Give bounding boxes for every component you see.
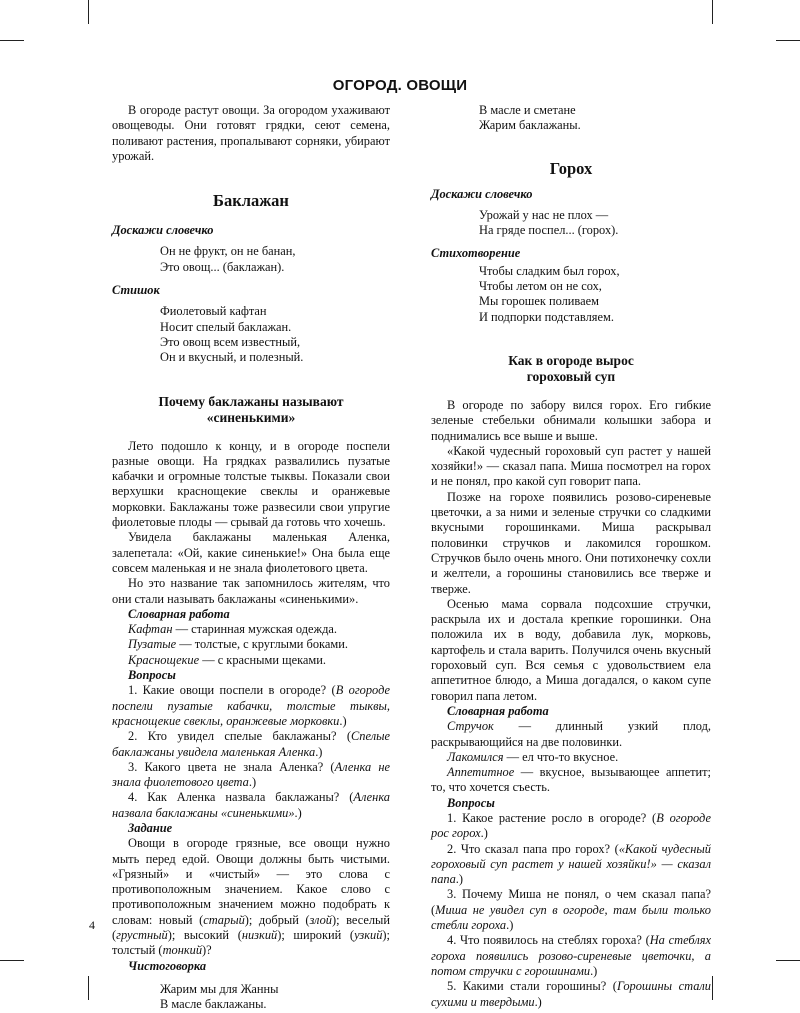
vocab-term: Краснощекие: [128, 652, 200, 667]
vocab-item: [112, 637, 390, 652]
intro-paragraph: В огороде растут овощи. За огородом ухаживают овощеводы. Они готовят грядки, сеют семена, поливают растения, пропалывают сорняки, убирают урожай.: [112, 103, 390, 163]
riddle-line: Урожай у нас не плох —: [479, 207, 609, 222]
label-stishok: Стишок: [112, 283, 160, 298]
question-end: .): [455, 872, 464, 887]
label-voprosy: Вопросы: [128, 668, 176, 683]
riddle-line: Это овощ... (баклажан).: [160, 259, 285, 274]
question-text: 4. Что появилось на стеблях гороха? (: [447, 933, 650, 948]
question-end: .): [315, 744, 323, 759]
label-chistogovorka: Чистоговорка: [128, 958, 207, 973]
task-answer: тонкий: [162, 943, 203, 958]
riddle-line: Он не фрукт, он не банан,: [160, 244, 296, 259]
page-number: 4: [89, 918, 95, 932]
vocab-def: — ел что-то вкусное.: [503, 749, 619, 764]
task-answer: грустный: [116, 928, 168, 943]
vocab-def: — старинная мужская одежда.: [172, 622, 337, 637]
task-text: ); веселый (: [112, 912, 390, 943]
vocab-term: Кафтан: [128, 622, 173, 637]
task-paragraph: [112, 836, 390, 958]
question: [112, 790, 390, 821]
poem-line: И подпорки подставляем.: [479, 309, 614, 324]
task-text: Овощи в огороде грязные, все овощи нужно мыть перед едой. Овощи должны быть чистыми. «Грязный» и «чистый» — это слова с противоположным значением. Какое слово с противоположным значением можно подобрать к словам: новый (: [112, 836, 390, 927]
question-answer: «Какой чудесный гороховый суп растет у нашей хозяйки!» — сказал папа: [431, 841, 712, 887]
question-answer: В огороде поспели пузатые кабачки, толстые тыквы, краснощекие свеклы, оранжевые морковки: [112, 683, 391, 728]
label-doskazhi: Доскажи словечко: [431, 186, 533, 201]
vocab-item: [112, 622, 390, 637]
vocab-term: Аппетитное: [447, 765, 515, 780]
vocab-item: [431, 719, 711, 750]
poem-line: Фиолетовый кафтан: [160, 304, 267, 319]
poem-line: Носит спелый баклажан.: [160, 319, 292, 334]
question: [431, 979, 711, 1010]
task-text: ); добрый (: [244, 912, 310, 927]
vocab-def: — с красными щеками.: [199, 652, 326, 667]
poem: [431, 264, 711, 325]
poem-line: Мы горошек поливаем: [479, 294, 599, 309]
heading-line: «синенькими»: [206, 410, 296, 426]
poem-line: Чтобы сладким был горох,: [479, 263, 620, 278]
section-heading-sup: [431, 353, 711, 386]
question-end: .): [248, 775, 257, 790]
heading-line: гороховый суп: [526, 369, 616, 385]
story-paragraph: Осенью мама сорвала подсохшие стручки, раскрыла их и достала крепкие горошинки. Она положила их в воду, добавила лук, морковь, картофель и стала варить. Получился очень вкусный гороховый суп. Вся семья с удовольствием ела аппетитное блюдо, а Миша догадался, о каком супе говорил папа летом.: [431, 596, 711, 703]
question-end: .): [590, 963, 598, 978]
section-heading-baklazhan: Баклажан: [213, 191, 289, 211]
story-paragraph: Позже на горохе появились розово-сиреневые цветочки, а за ними и зеленые стручки со сладкими вкусными горошинками. Миша раскрывал половинки стручков и лакомился горошком. Стручков было очень много. Они потихонечку сохли и желтели, а горошины становились все тверже и тверже.: [431, 489, 711, 596]
vocab-term: Стручок: [447, 719, 494, 734]
poem-line: Жарим мы для Жанны: [160, 981, 279, 996]
vocab-def: — толстые, с круглыми боками.: [176, 637, 348, 652]
question-text: 2. Кто увидел спелые баклажаны? (: [128, 729, 352, 744]
vocab-item: [431, 750, 711, 765]
stishok: [112, 304, 390, 365]
question-text: 5. Какими стали горошины? (: [447, 979, 617, 994]
heading-line: Почему баклажаны называют: [158, 393, 344, 409]
label-voprosy: Вопросы: [447, 795, 495, 810]
poem-line: Чтобы летом он не сох,: [479, 279, 602, 294]
question-text: 1. Какое растение росло в огороде? (: [447, 810, 657, 825]
crop-mark: [0, 40, 24, 41]
story-paragraph: В огороде по забору вился горох. Его гибкие зеленые стебельки обнимали колышки забора и поднимались все выше и выше.: [431, 397, 711, 443]
poem-line: Он и вкусный, и полезный.: [160, 350, 304, 365]
label-slovarnaya: Словарная работа: [128, 606, 230, 621]
question-answer: В огороде рос горох: [431, 810, 711, 841]
crop-mark: [776, 960, 800, 961]
question-text: 1. Какие овощи поспели в огороде? (: [128, 683, 336, 698]
task-answer: низкий: [241, 928, 278, 943]
vocab-item: [112, 653, 390, 668]
question-end: .): [294, 805, 302, 820]
question-end: .): [339, 713, 347, 728]
question-end: .): [534, 994, 542, 1009]
story-paragraph: Увидела баклажаны маленькая Аленка, залепетала: «Ой, какие синенькие!» Она была еще совсем маленькая и не знала фиолетового цвета.: [112, 530, 390, 575]
task-answer: злой: [309, 912, 332, 927]
label-slovarnaya: Словарная работа: [447, 703, 549, 718]
question: [431, 842, 711, 888]
question-text: 4. Как Аленка назвала баклажаны? (: [128, 790, 354, 805]
chistogovorka-continued: [431, 103, 711, 134]
question: [112, 683, 390, 729]
vocab-item: [431, 765, 711, 796]
vocab-term: Пузатые: [128, 637, 177, 652]
label-stihotvorenie: Стихотворение: [431, 246, 521, 261]
riddle-line: На гряде поспел... (горох).: [479, 223, 619, 238]
left-column: [112, 103, 390, 1013]
right-column: [431, 103, 711, 1010]
question: [431, 811, 711, 842]
question: [112, 729, 390, 760]
vocab-def: — вкусное, вызывающее аппетит; то, что хочется съесть.: [431, 765, 711, 795]
story-paragraph: «Какой чудесный гороховый суп растет у нашей хозяйки!» — сказал папа. Миша посмотрел на горох и не понял, про какой суп говорит папа.: [431, 443, 711, 489]
section-heading-gorokh: Горох: [549, 158, 593, 178]
question-answer: Миша не увидел суп в огороде, там были только стебли гороха: [431, 902, 711, 933]
question-answer: На стеблях гороха появились розово-сиреневые цветочки, а потом стручки с горошинами: [431, 933, 711, 978]
question-end: .): [480, 826, 488, 841]
task-answer: старый: [203, 912, 245, 927]
story-paragraph: Но это название так запомнилось жителям, что они стали называть баклажаны «синенькими».: [112, 576, 390, 606]
task-text: ); высокий (: [167, 928, 242, 943]
poem-line: В масле и сметане: [479, 103, 576, 117]
poem-line: Жарим баклажаны.: [479, 118, 581, 133]
poem-line: В масле баклажаны.: [160, 997, 267, 1012]
crop-mark: [88, 0, 89, 24]
vocab-def: — длинный узкий плод, раскрывающийся на две половинки.: [431, 719, 711, 749]
question: [112, 760, 390, 791]
question-answer: Аленка назвала баклажаны «синенькими»: [112, 790, 390, 820]
heading-line: Как в огороде вырос: [508, 352, 634, 368]
question-text: 3. Почему Миша не понял, о чем сказал папа? (: [431, 887, 711, 917]
page-title: ОГОРОД. ОВОЩИ: [332, 77, 468, 94]
task-text: ); широкий (: [277, 928, 355, 943]
story-paragraph: Лето подошло к концу, и в огороде поспели разные овощи. На грядках развалились пузатые кабачки и огромные толстые тыквы. Показали свои верхушки краснощекие свеклы и оранжевые морковки. Баклажаны тоже развесили свои упругие фиолетовые плоды — срывай да готовь что хочешь.: [112, 438, 390, 530]
crop-mark: [776, 40, 800, 41]
task-text: ); толстый (: [112, 928, 390, 958]
vocab-term: Лакомился: [447, 749, 504, 764]
poem-line: Это овощ всем известный,: [160, 334, 301, 349]
question: [431, 933, 711, 979]
crop-mark: [712, 0, 713, 24]
riddle: [431, 208, 711, 239]
question-answer: Горошины стали сухими и твердыми: [431, 979, 711, 1009]
label-doskazhi: Доскажи словечко: [112, 223, 214, 238]
question: [431, 887, 711, 933]
question-answer: Аленка не знала фиолетового цвета: [112, 759, 390, 790]
label-zadanie: Задание: [128, 820, 173, 835]
section-heading-sinenkie: [112, 394, 390, 427]
crop-mark: [0, 960, 24, 961]
question-answer: Спелые баклажаны увидела маленькая Аленка: [112, 729, 390, 759]
question-text: 3. Какого цвета не знала Аленка? (: [128, 759, 335, 774]
task-answer: узкий: [354, 928, 383, 943]
question-text: 2. Что сказал папа про горох? (: [447, 841, 619, 856]
crop-mark: [88, 976, 89, 1000]
crop-mark: [712, 976, 713, 1000]
riddle: [112, 244, 390, 275]
chistogovorka: [112, 982, 390, 1013]
question-end: .): [506, 918, 514, 933]
task-text: )?: [202, 943, 212, 958]
